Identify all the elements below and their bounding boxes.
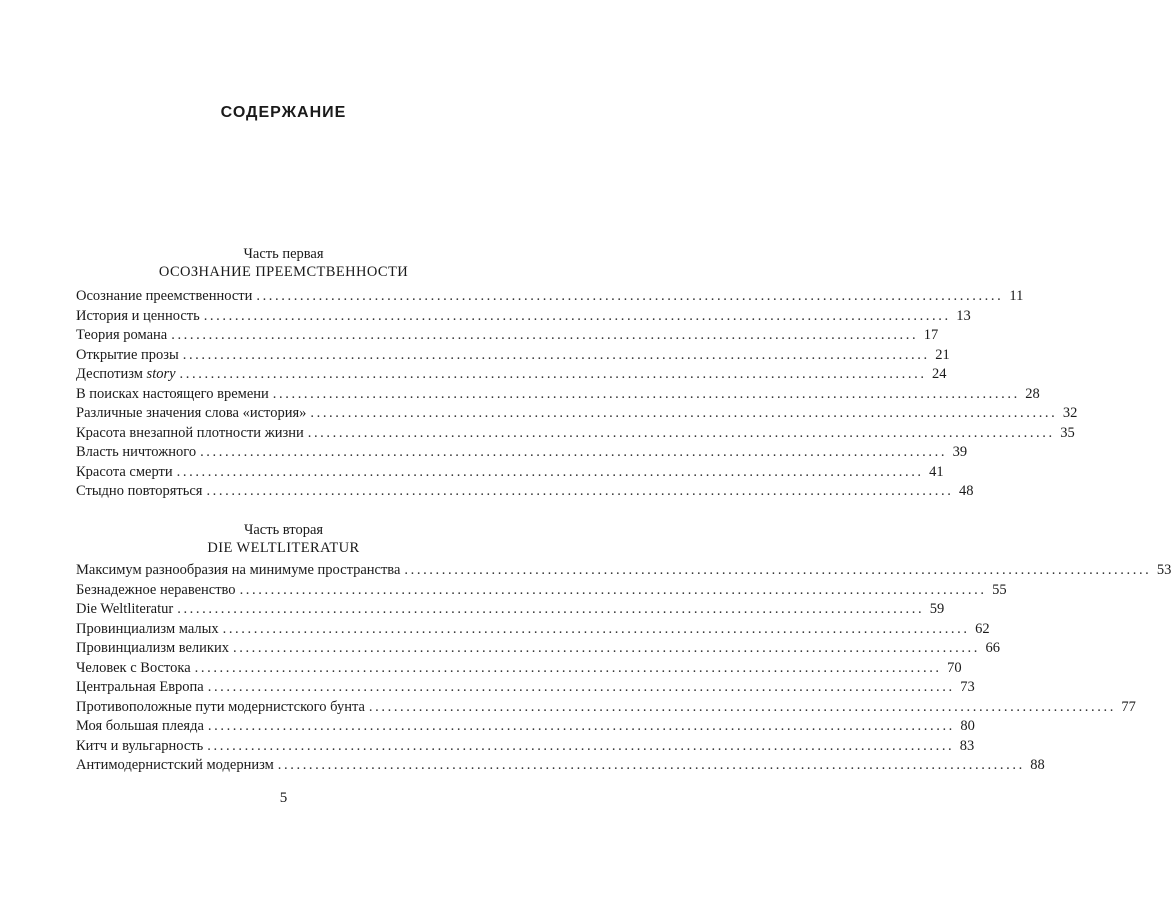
dot-leader: ........................................................................................................................	[239, 581, 987, 598]
part-2-label: Часть вторая	[243, 522, 324, 538]
toc-entry-title: Человек с Востока	[76, 659, 191, 676]
part-1-toc-list	[76, 287, 1078, 502]
part-2-header	[0, 522, 567, 558]
toc-entry-title: Красота смерти	[76, 463, 173, 480]
toc-entry-title: Осознание преемственности	[76, 288, 253, 304]
toc-entry-title: Провинциализм малых	[76, 620, 219, 637]
toc-entry	[76, 463, 944, 483]
toc-entry	[76, 600, 945, 620]
dot-leader: ........................................................................................................................	[368, 698, 1116, 715]
dot-leader: ........................................................................................................................	[256, 288, 1004, 304]
toc-entry-title: Максимум разнообразия на минимуме пространства	[76, 562, 401, 578]
toc-entry	[76, 385, 1040, 405]
toc-entry-page: 77	[1121, 698, 1136, 715]
toc-entry	[76, 482, 974, 502]
toc-entry	[76, 424, 1075, 444]
toc-entry	[76, 287, 1024, 307]
toc-entry-title: Центральная Европа	[76, 679, 204, 695]
dot-leader: ........................................................................................................................	[404, 562, 1152, 578]
dot-leader: ........................................................................................................................	[310, 405, 1058, 421]
toc-entry	[76, 756, 1045, 776]
toc-entry-title: В поисках настоящего времени	[76, 385, 269, 402]
page-title: СОДЕРЖАНИЕ	[220, 104, 347, 121]
toc-entry-page: 66	[985, 640, 1000, 656]
toc-entry-title: Теория романа	[76, 327, 168, 343]
toc-entry	[76, 326, 939, 346]
dot-leader: ........................................................................................................................	[182, 346, 930, 363]
toc-entry-title: Моя большая плеяда	[76, 718, 204, 734]
part-2-toc-list	[76, 561, 1171, 776]
toc-entry-page: 28	[1025, 385, 1040, 402]
toc-entry	[76, 404, 1078, 424]
page-number: 5	[279, 790, 288, 806]
toc-entry	[76, 659, 962, 679]
toc-entry-title: Открытие прозы	[76, 346, 179, 363]
dot-leader: ........................................................................................................................	[203, 307, 951, 324]
part-2-name: DIE WELTLITERATUR	[207, 540, 360, 556]
dot-leader: ........................................................................................................................	[207, 718, 955, 734]
toc-entry	[76, 307, 971, 327]
toc-entry-page: 21	[935, 346, 950, 363]
dot-leader: ........................................................................................................................	[177, 601, 925, 617]
toc-entry-title: Антимодернистский модернизм	[76, 757, 274, 773]
toc-entry-page: 41	[929, 463, 944, 480]
toc-entry-page: 80	[960, 718, 975, 734]
toc-entry-page: 55	[992, 581, 1007, 598]
toc-entry-page: 11	[1009, 288, 1024, 304]
dot-leader: ........................................................................................................................	[222, 620, 970, 637]
toc-entry-page: 53	[1156, 562, 1171, 578]
toc-entry	[76, 365, 947, 385]
toc-entry-title: Власть ничтожного	[76, 444, 197, 460]
toc-entry-page: 73	[960, 679, 975, 695]
dot-leader: ........................................................................................................................	[194, 659, 942, 676]
dot-leader: ........................................................................................................................	[207, 737, 955, 754]
dot-leader: ........................................................................................................................	[171, 327, 919, 343]
part-1-header	[0, 246, 567, 282]
dot-leader: ........................................................................................................................	[272, 385, 1020, 402]
dot-leader: ........................................................................................................................	[176, 463, 924, 480]
toc-entry-title: Die Weltliteratur	[76, 601, 174, 617]
toc-entry-page: 59	[929, 601, 945, 617]
toc-entry-page: 32	[1062, 405, 1078, 421]
part-1-label: Часть первая	[243, 246, 324, 262]
dot-leader: ........................................................................................................................	[207, 679, 955, 695]
toc-entry-title: История и ценность	[76, 307, 200, 324]
toc-entry	[76, 678, 975, 698]
toc-entry-page: 70	[947, 659, 962, 676]
toc-entry-page: 13	[956, 307, 971, 324]
toc-entry-page: 24	[932, 366, 947, 382]
toc-entry	[76, 639, 1000, 659]
toc-entry	[76, 698, 1136, 718]
toc-entry-title: Противоположные пути модернистского бунта	[76, 698, 365, 715]
toc-entry	[76, 737, 975, 757]
toc-entry-page: 88	[1030, 757, 1045, 773]
toc-entry-title: Деспотизм story	[76, 366, 176, 382]
toc-entry-page: 83	[959, 737, 975, 754]
toc-entry	[76, 346, 950, 366]
part-1-name: ОСОЗНАНИЕ ПРЕЕМСТВЕННОСТИ	[158, 264, 409, 280]
toc-entry	[76, 443, 968, 463]
toc-entry	[76, 561, 1171, 581]
toc-entry	[76, 620, 990, 640]
toc-entry-page: 48	[958, 483, 974, 499]
dot-leader: ........................................................................................................................	[200, 444, 948, 460]
dot-leader: ........................................................................................................................	[179, 366, 927, 382]
toc-entry-title: Различные значения слова «история»	[76, 405, 307, 421]
toc-entry-title: Провинциализм великих	[76, 640, 229, 656]
dot-leader: ........................................................................................................................	[206, 483, 954, 499]
dot-leader: ........................................................................................................................	[233, 640, 980, 656]
toc-entry-page: 35	[1060, 424, 1075, 441]
toc-entry	[76, 581, 1007, 601]
dot-leader: ........................................................................................................................	[277, 757, 1025, 773]
toc-entry-page: 62	[975, 620, 990, 637]
toc-entry-title: Красота внезапной плотности жизни	[76, 424, 304, 441]
dot-leader: ........................................................................................................................	[307, 424, 1055, 441]
toc-entry	[76, 717, 975, 737]
toc-entry-title: Стыдно повторяться	[76, 483, 203, 499]
toc-entry-page: 39	[952, 444, 968, 460]
toc-entry-title: Китч и вульгарность	[76, 737, 204, 754]
toc-entry-title: Безнадежное неравенство	[76, 581, 236, 598]
toc-entry-page: 17	[923, 327, 939, 343]
